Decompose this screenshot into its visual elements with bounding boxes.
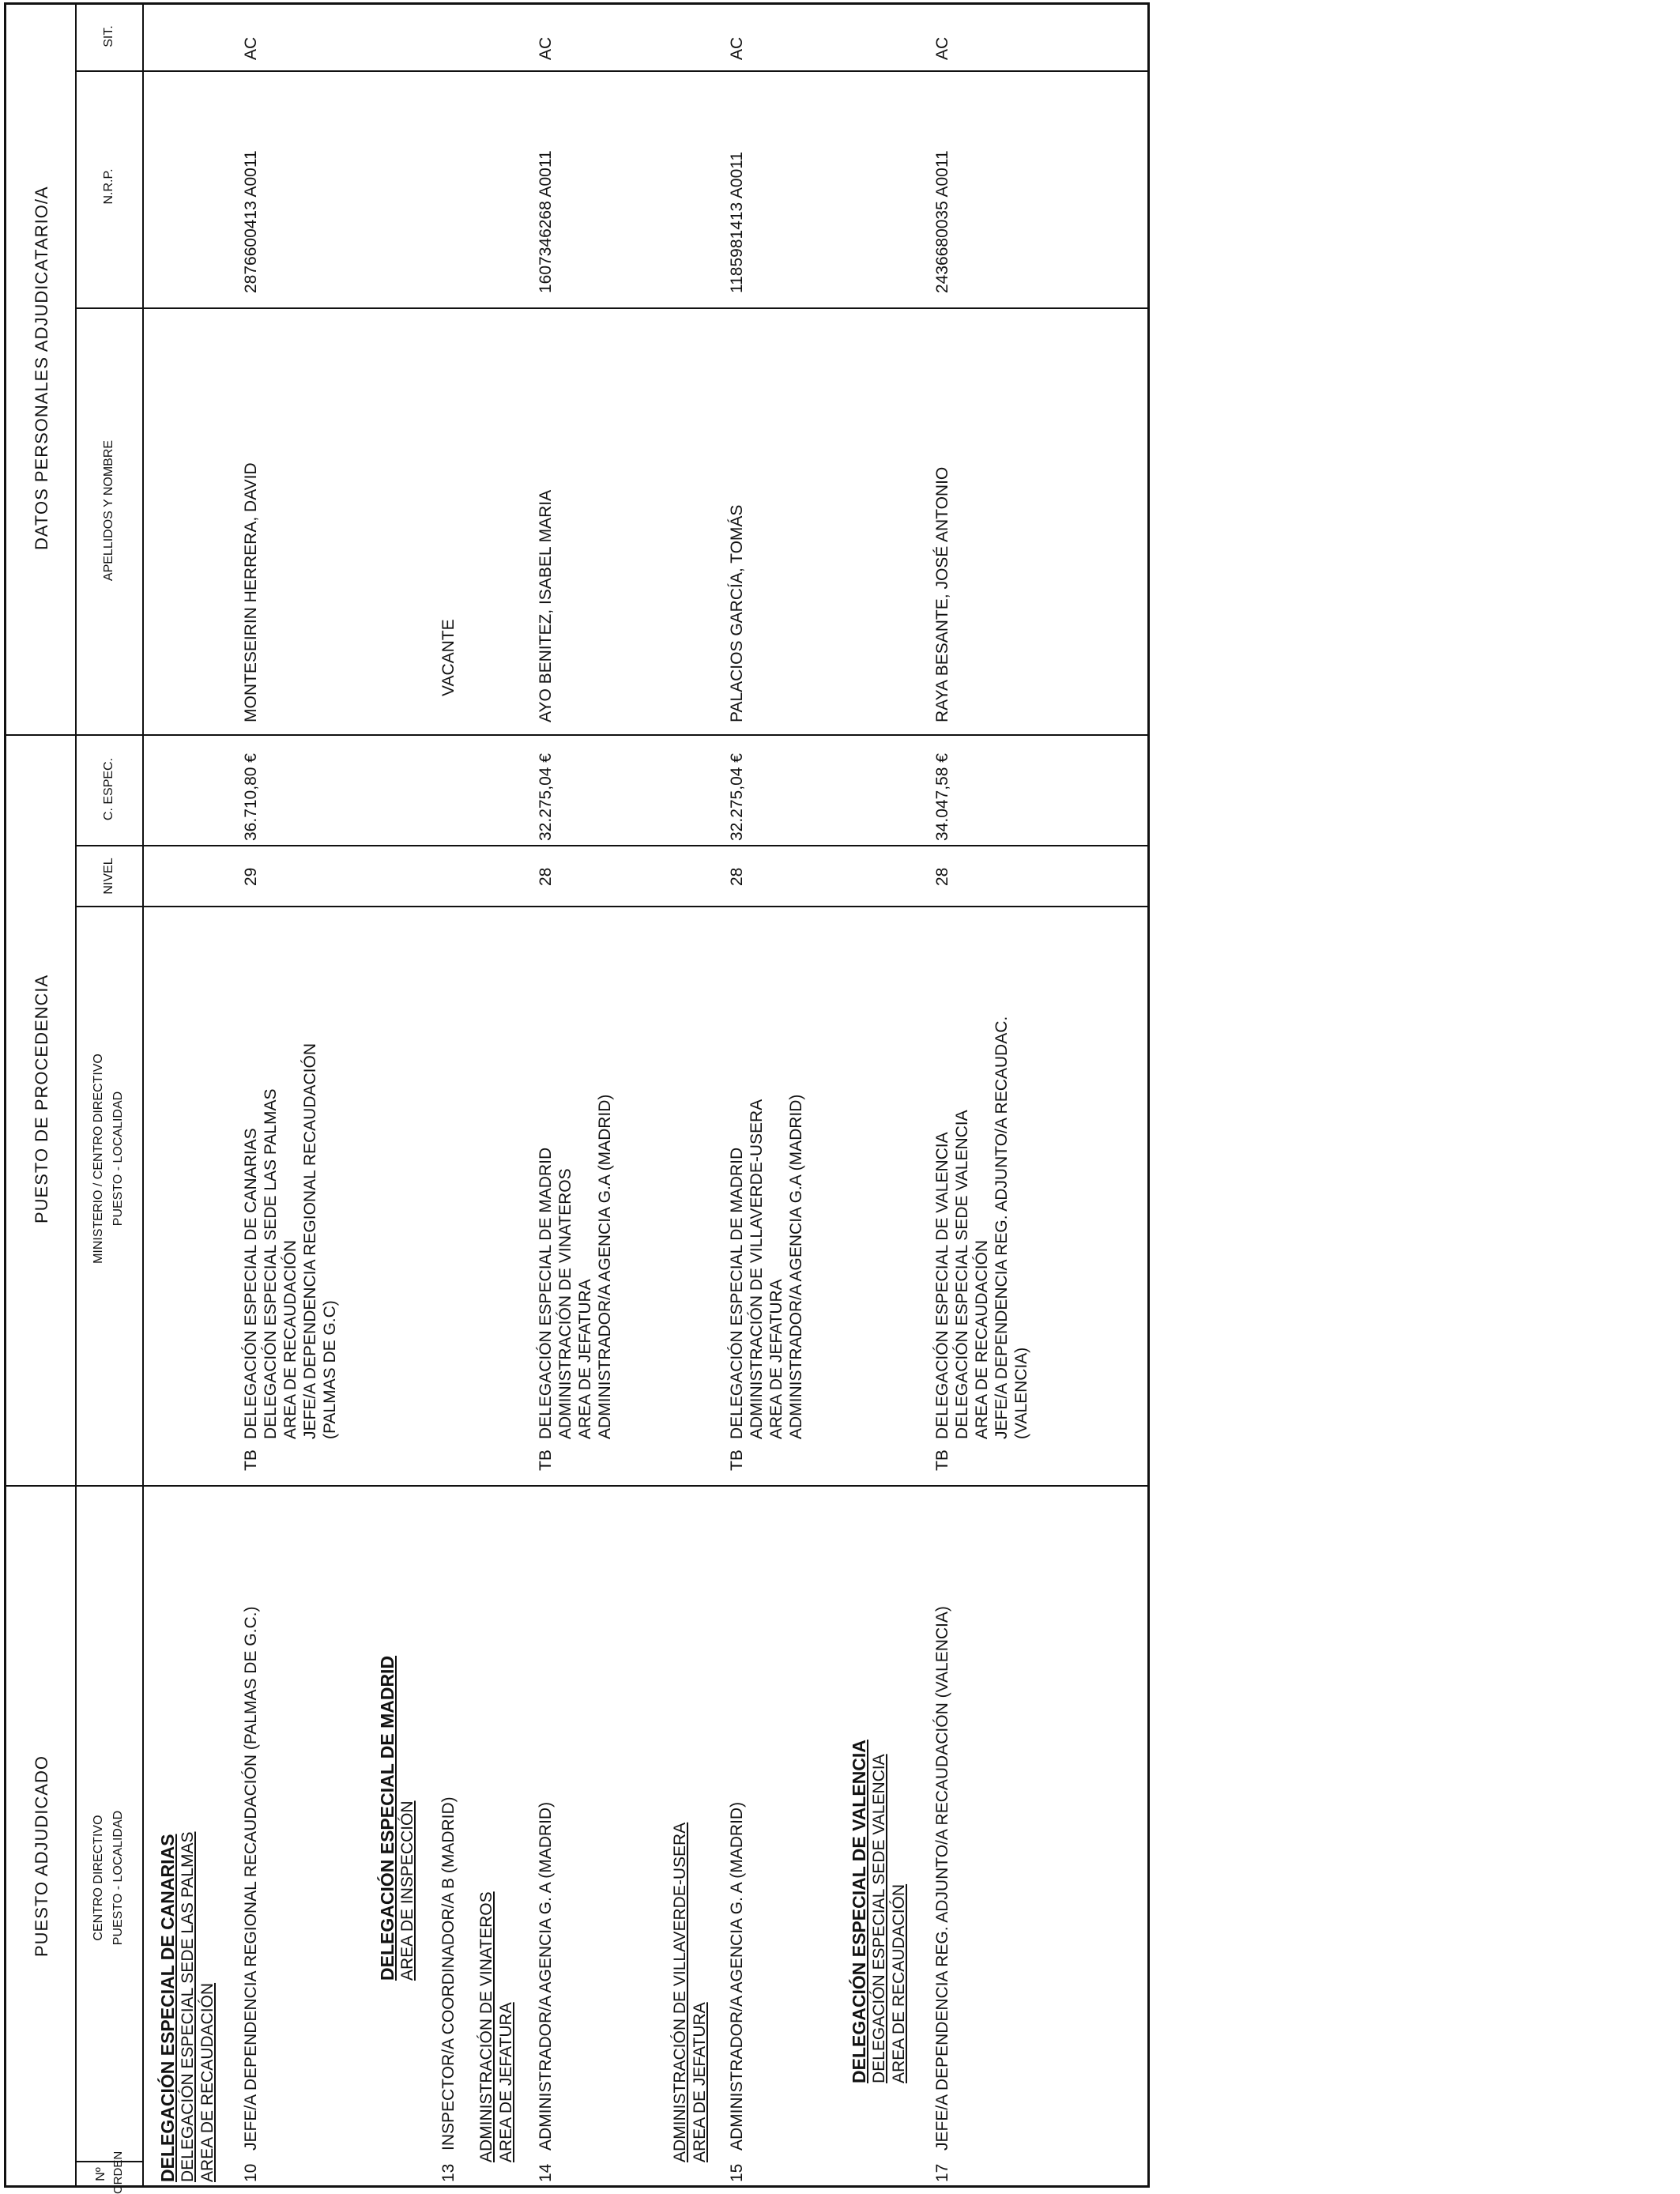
procedencia-line: ADMINISTRADOR/A AGENCIA G.A (MADRID) <box>787 1094 805 1439</box>
group-subtitle: DELEGACIÓN ESPECIAL SEDE LAS PALMAS <box>179 1831 197 2182</box>
group-area: AREA DE RECAUDACIÓN <box>198 1982 217 2182</box>
col-header-ministerio-2: PUESTO - LOCALIDAD <box>111 1091 125 1227</box>
header-puesto-procedencia: PUESTO DE PROCEDENCIA <box>32 974 51 1223</box>
procedencia-cell <box>536 1095 615 1439</box>
procedencia-cell <box>932 1016 1031 1439</box>
procedencia-line: DELEGACIÓN ESPECIAL DE CANARIAS <box>242 1128 260 1439</box>
procedencia-line: (PALMAS DE G.C) <box>321 1300 339 1439</box>
group-madrid <box>378 1656 417 1981</box>
puesto-cell: INSPECTOR/A COORDINADOR/A B (MADRID) <box>439 1796 458 2151</box>
nombre-cell: PALACIOS GARCÍA, TOMÁS <box>728 504 746 722</box>
divider-section-header <box>75 2 77 2188</box>
cespec-cell: 32.275,04 € <box>728 753 746 841</box>
group-title: DELEGACIÓN ESPECIAL DE MADRID <box>377 1655 397 1981</box>
group-area: AREA DE JEFATURA <box>497 2002 515 2162</box>
divider-nrp-sit <box>75 70 1150 72</box>
procedencia-line: JEFE/A DEPENDENCIA REG. ADJUNTO/A RECAUDAC. <box>993 1016 1011 1439</box>
col-header-sit: SIT. <box>102 25 115 47</box>
group-vinateros <box>477 1891 516 2162</box>
orden-cell: 15 <box>728 2163 746 2182</box>
procedencia-line: DELEGACIÓN ESPECIAL DE VALENCIA <box>933 1132 951 1439</box>
group-valencia <box>849 1740 909 2083</box>
group-title: DELEGACIÓN ESPECIAL DE VALENCIA <box>849 1740 869 2083</box>
nombre-cell: MONTESEIRIN HERRERA, DAVID <box>242 462 260 722</box>
procedencia-cell <box>241 1043 340 1439</box>
tipo-cell: TB <box>242 1449 260 1471</box>
procedencia-line: JEFE/A DEPENDENCIA REGIONAL RECAUDACIÓN <box>301 1043 319 1439</box>
group-area: AREA DE RECAUDACIÓN <box>890 1883 908 2083</box>
puesto-cell: JEFE/A DEPENDENCIA REGIONAL RECAUDACIÓN (PALMAS DE G.C.) <box>242 1606 260 2151</box>
puesto-cell: ADMINISTRADOR/A AGENCIA G. A (MADRID) <box>728 1801 746 2151</box>
group-villaverde <box>670 1823 710 2162</box>
procedencia-line: AREA DE JEFATURA <box>576 1279 594 1439</box>
nivel-cell: 28 <box>933 867 951 886</box>
group-area: AREA DE JEFATURA <box>691 2002 709 2162</box>
procedencia-line: DELEGACIÓN ESPECIAL DE MADRID <box>728 1147 746 1439</box>
cespec-cell: 36.710,80 € <box>242 753 260 841</box>
divider-nivel-cespec <box>75 845 1150 846</box>
divider-adjudicado-procedencia <box>4 1485 1150 1487</box>
nivel-cell: 28 <box>728 867 746 886</box>
group-canarias <box>158 1832 217 2183</box>
procedencia-line: DELEGACIÓN ESPECIAL DE MADRID <box>537 1147 555 1439</box>
procedencia-line: AREA DE RECAUDACIÓN <box>281 1239 299 1439</box>
nombre-cell: RAYA BESANTE, JOSÉ ANTONIO <box>933 466 951 722</box>
nivel-cell: 29 <box>242 867 260 886</box>
procedencia-line: DELEGACIÓN ESPECIAL SEDE VALENCIA <box>953 1110 971 1439</box>
procedencia-line: ADMINISTRACIÓN DE VINATEROS <box>556 1168 574 1439</box>
procedencia-line: ADMINISTRACIÓN DE VILLAVERDE-USERA <box>748 1099 766 1439</box>
col-header-apellidos: APELLIDOS Y NOMBRE <box>102 439 115 582</box>
divider-procedencia-datos <box>4 734 1150 736</box>
nrp-cell: 2436680035 A0011 <box>933 150 951 293</box>
nrp-cell: 1185981413 A0011 <box>728 151 746 293</box>
orden-cell: 14 <box>537 2163 555 2182</box>
cespec-cell: 34.047,58 € <box>933 753 951 841</box>
cespec-cell: 32.275,04 € <box>537 753 555 841</box>
procedencia-line: AREA DE RECAUDACIÓN <box>973 1239 991 1439</box>
nombre-cell: VACANTE <box>439 619 458 696</box>
sit-cell: AC <box>537 36 555 60</box>
orden-cell: 13 <box>439 2163 458 2182</box>
procedencia-line: ADMINISTRADOR/A AGENCIA G.A (MADRID) <box>596 1094 614 1439</box>
header-datos-personales: DATOS PERSONALES ADJUDICATARIO/A <box>32 186 51 550</box>
orden-cell: 10 <box>242 2163 260 2182</box>
group-subtitle: ADMINISTRACIÓN DE VILLAVERDE-USERA <box>671 1822 689 2162</box>
sit-cell: AC <box>242 36 260 60</box>
nivel-cell: 28 <box>537 867 555 886</box>
col-header-orden-1: Nº <box>94 2167 107 2181</box>
col-header-ministerio-1: MINISTERIO / CENTRO DIRECTIVO <box>92 1054 105 1264</box>
procedencia-line: AREA DE JEFATURA <box>767 1279 785 1439</box>
group-title: DELEGACIÓN ESPECIAL DE CANARIAS <box>157 1834 178 2182</box>
col-header-nivel: NIVEL <box>102 858 115 895</box>
tipo-cell: TB <box>537 1449 555 1471</box>
sit-cell: AC <box>933 36 951 60</box>
col-header-orden-2: ORDEN <box>111 2151 125 2194</box>
divider-column-header <box>142 2 144 2188</box>
group-subtitle: ADMINISTRACIÓN DE VINATEROS <box>477 1891 495 2162</box>
col-header-nrp: N.R.P. <box>102 168 115 205</box>
col-header-centro-2: PUESTO - LOCALIDAD <box>111 1810 125 1946</box>
divider-apellidos-nrp <box>75 307 1150 309</box>
tipo-cell: TB <box>728 1449 746 1471</box>
procedencia-line: (VALENCIA) <box>1012 1347 1030 1439</box>
nrp-cell: 2876600413 A0011 <box>242 150 260 293</box>
procedencia-line: DELEGACIÓN ESPECIAL SEDE LAS PALMAS <box>262 1088 280 1439</box>
nrp-cell: 1607346268 A0011 <box>537 150 555 293</box>
puesto-cell: ADMINISTRADOR/A AGENCIA G. A (MADRID) <box>537 1801 555 2151</box>
nombre-cell: AYO BENITEZ, ISABEL MARIA <box>537 489 555 722</box>
group-area: AREA DE INSPECCIÓN <box>398 1800 416 1981</box>
sit-cell: AC <box>728 36 746 60</box>
orden-cell: 17 <box>933 2163 951 2182</box>
divider-ministerio-nivel <box>75 906 1150 907</box>
header-puesto-adjudicado: PUESTO ADJUDICADO <box>32 1755 51 1957</box>
col-header-centro-1: CENTRO DIRECTIVO <box>92 1815 105 1941</box>
col-header-cespec: C. ESPEC. <box>102 757 115 821</box>
procedencia-cell <box>727 1095 806 1439</box>
tipo-cell: TB <box>933 1449 951 1471</box>
puesto-cell: JEFE/A DEPENDENCIA REG. ADJUNTO/A RECAUDACIÓN (VALENCIA) <box>933 1606 951 2151</box>
group-subtitle: DELEGACIÓN ESPECIAL SEDE VALENCIA <box>870 1754 888 2083</box>
